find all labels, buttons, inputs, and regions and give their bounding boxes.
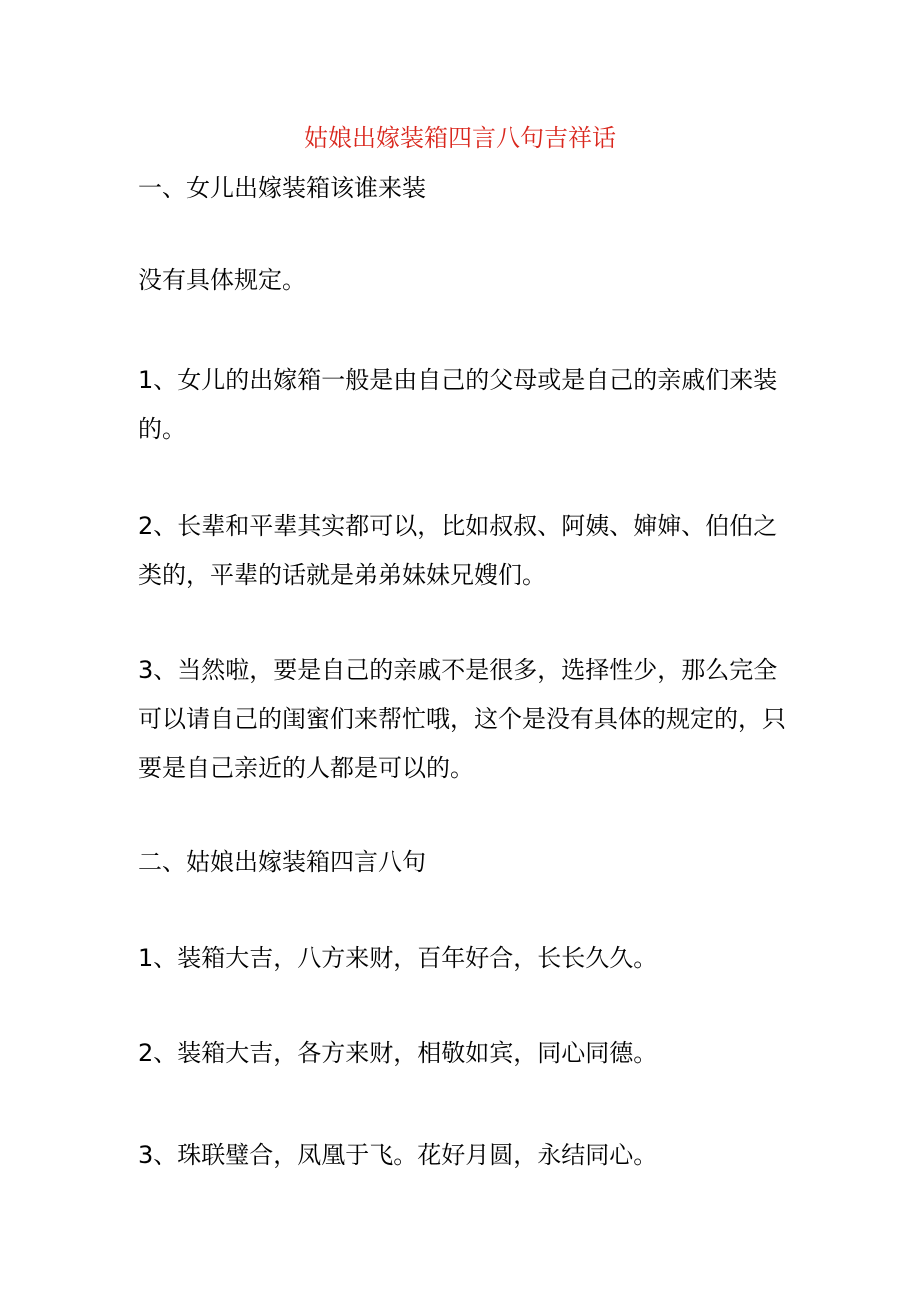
section-1-item-2: 2、长辈和平辈其实都可以，比如叔叔、阿姨、婶婶、伯伯之类的，平辈的话就是弟弟妹妹兄嫂们。 <box>138 512 778 589</box>
section-1-heading: 一、女儿出嫁装箱该谁来装 <box>138 174 426 202</box>
section-2-heading: 二、姑娘出嫁装箱四言八句 <box>138 848 426 876</box>
section-1-intro: 没有具体规定。 <box>138 266 306 294</box>
section-2-item-3: 3、珠联璧合，凤凰于飞。花好月圆，永结同心。 <box>138 1141 658 1169</box>
section-2-item-2: 2、装箱大吉，各方来财，相敬如宾，同心同德。 <box>138 1039 658 1067</box>
document-title: 姑娘出嫁装箱四言八句吉祥话 <box>304 124 616 152</box>
section-1-item-1: 1、女儿的出嫁箱一般是由自己的父母或是自己的亲戚们来装的。 <box>138 366 778 443</box>
section-2-item-1: 1、装箱大吉，八方来财，百年好合，长长久久。 <box>138 944 658 972</box>
section-1-item-3: 3、当然啦，要是自己的亲戚不是很多，选择性少，那么完全可以请自己的闺蜜们来帮忙哦，这个是没有具体的规定的，只要是自己亲近的人都是可以的。 <box>138 656 786 782</box>
